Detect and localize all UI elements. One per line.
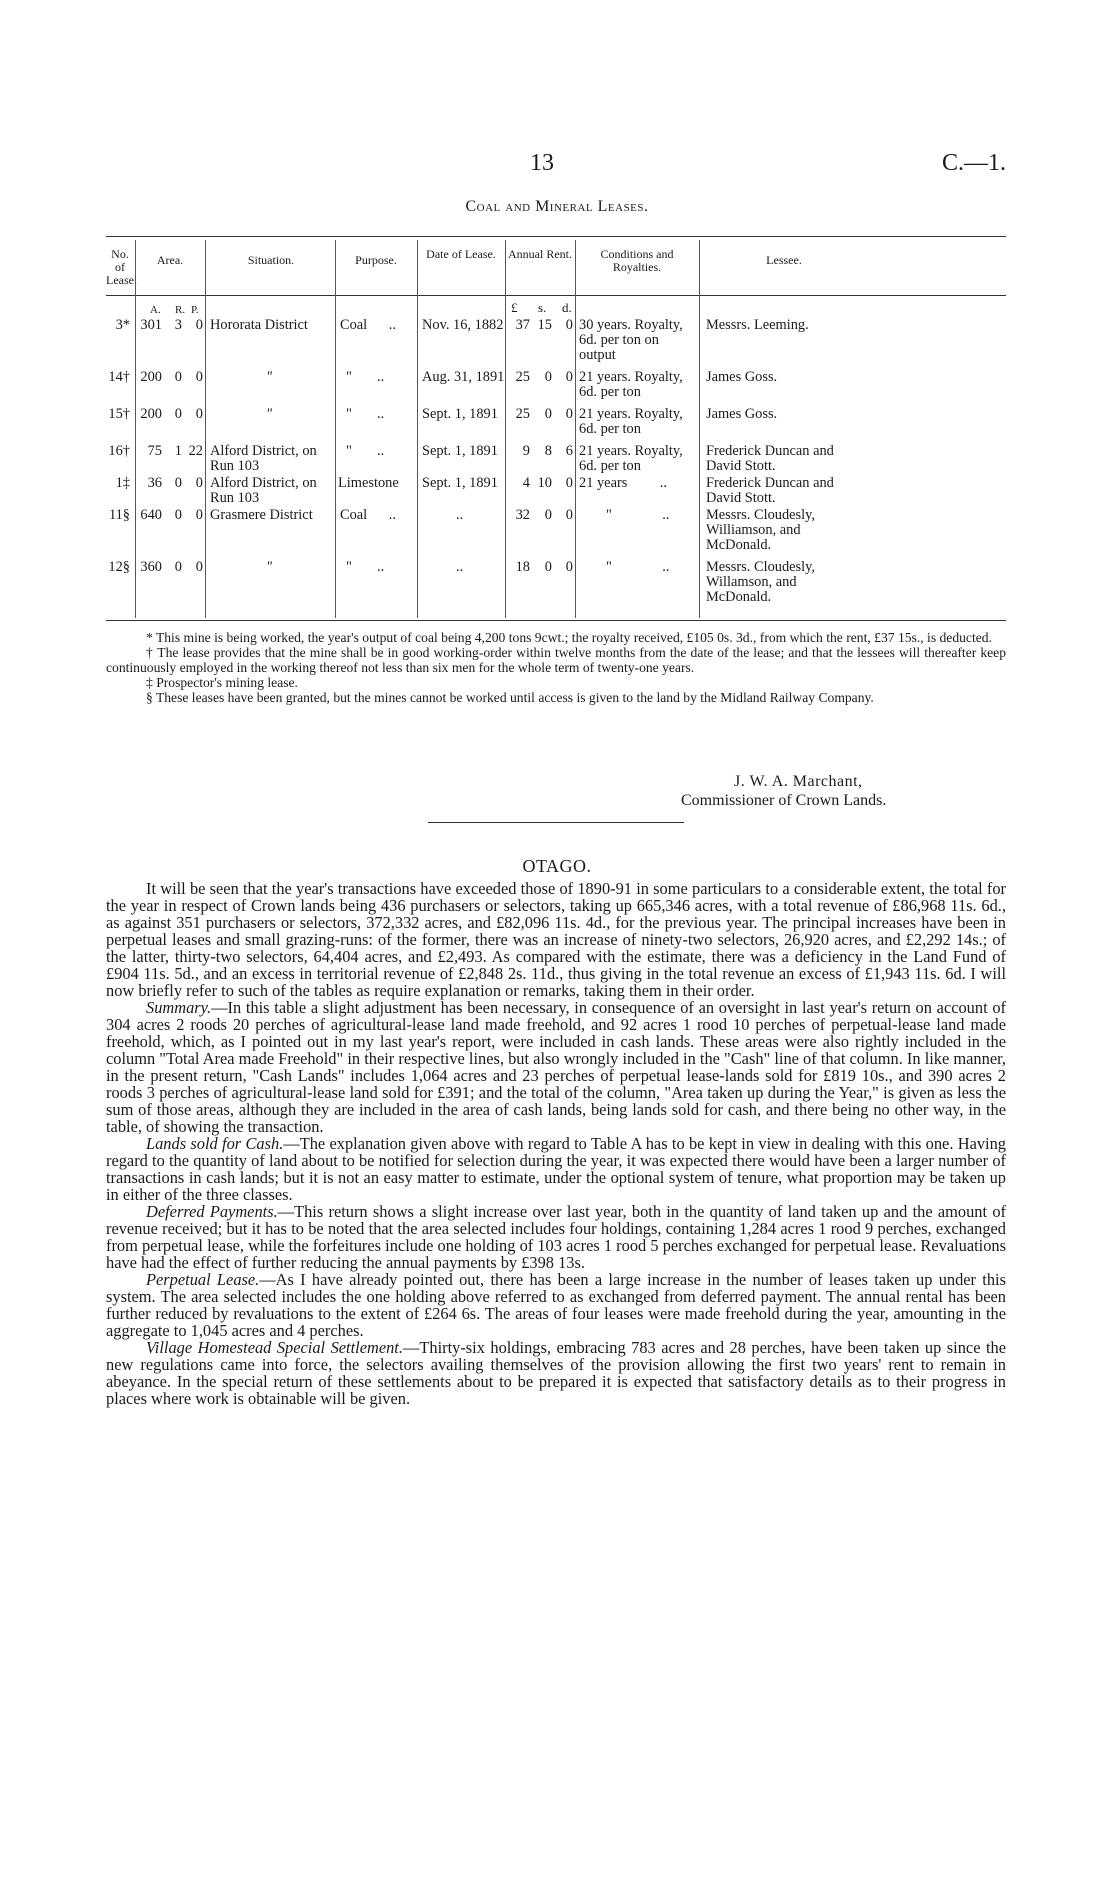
cell-conditions: " ..: [606, 507, 670, 523]
table-bottom-rule: [106, 620, 1006, 621]
cell-situation: Hororata District: [210, 317, 308, 333]
col-header-lessee: Lessee.: [766, 253, 802, 267]
cell-situation: Grasmere District: [210, 507, 313, 523]
footnote: ‡ Prospector's mining lease.: [146, 675, 298, 690]
cell-rent-pence: 0: [565, 317, 573, 333]
cell-situation: ": [266, 559, 273, 575]
col-divider: [699, 240, 700, 618]
cell-rent-pounds: 18: [515, 559, 530, 575]
area-unit-acres: A.: [150, 304, 161, 316]
paragraph-text: It will be seen that the year's transactions have exceeded those of 1890-91 in some particulars to a considerable extent, the total for the year in respect of Crown lands being 436 purchasers or selectors, taking up 665,346 acres, with a total revenue of £86,968 11s. 6d., as against 351 purchasers or selectors, 372,332 acres, and £82,096 11s. 4d., for the previous year. The principal increases have been in perpetual leases and small grazing-runs: of the former, there was an increase of ninety-two selectors, 26,920 acres, and £2,292 14s.; of the latter, thirty-two selectors, 64,404 acres, and £2,493. As compared with the estimate, there was a deficiency in the Land Fund of £904 11s. 5d., and an excess in territorial revenue of £2,848 2s. 11d., thus giving in the total revenue an excess of £1,943 11s. 6d. I will now briefly refer to such of the tables as require explanation or remarks, taking them in their order.: [106, 879, 1006, 1000]
section-body: [106, 880, 1006, 1407]
table-title: Coal and Mineral Leases.: [465, 198, 649, 215]
section-title: OTAGO.: [522, 856, 592, 876]
col-divider: [205, 240, 206, 618]
cell-purpose: " ..: [346, 369, 385, 385]
cell-situation: Alford District, on Run 103: [210, 443, 317, 474]
paragraph: [106, 1135, 1006, 1203]
cell-rent-pence: 6: [565, 443, 573, 459]
footnote: * This mine is being worked, the year's output of coal being 4,200 tons 9cwt.; the royalty received, £105 0s. 3d., from which the rent, £37 15s., is deducted.: [146, 630, 992, 645]
cell-area-perches: 22: [188, 443, 203, 459]
col-divider: [335, 240, 336, 618]
cell-rent-shillings: 0: [544, 369, 552, 385]
col-divider: [417, 240, 418, 618]
rent-unit-pounds: £: [511, 300, 518, 315]
footnote: † The lease provides that the mine shall be in good working-order within twelve months from the date of the lease; and that the lessees will thereafter keep continuously employed in the working thereof not less than six men for the whole term of twenty-one years.: [106, 645, 1006, 675]
cell-area-roods: 0: [174, 406, 182, 422]
cell-lessee: Frederick Duncan and David Stott.: [706, 443, 834, 474]
cell-rent-shillings: 0: [544, 507, 552, 523]
cell-conditions: 30 years. Royalty, 6d. per ton on output: [579, 317, 683, 363]
col-divider: [575, 240, 576, 618]
col-header-purpose: Purpose.: [355, 253, 397, 267]
cell-situation: ": [266, 406, 273, 422]
cell-lease-no: 12§: [108, 559, 130, 575]
paragraph-text: —In this table a slight adjustment has been necessary, in consequence of an oversight in last year's return on account of 304 acres 2 roods 20 perches of agricultural-lease land made freehold, and 92 acres 1 rood 10 perches of perpetual-lease land made freehold, which, as I pointed out in my last year's report, were included in cash lands. These areas were also rightly included in the column "Total Area made Freehold" in their respective lines, but also wrongly included in the "Cash" line of that column. In like manner, in the present return, "Cash Lands" includes 1,064 acres and 23 perches of perpetual lease-lands sold for £819 10s., and 390 acres 2 roods 3 perches of agricultural-lease land sold for £391; and the total of the column, "Area taken up during the Year," is given as less the sum of those areas, although they are included in the area of cash lands, being lands sold for cash, and there being no other way, in the table, of showing the transaction.: [106, 998, 1006, 1136]
section-separator: [428, 822, 684, 823]
cell-area-acres: 200: [140, 406, 162, 422]
paragraph-text: —This return shows a slight increase over last year, both in the quantity of land taken up and the amount of revenue received; but it has to be noted that the area selected includes four holdings, containing 1,284 acres 1 rood 9 perches, exchanged from perpetual lease, while the forfeitures include one holding of 103 acres 1 rood 5 perches exchanged for perpetual lease. Revaluations have had the effect of further reducing the annual payments by £398 13s.: [106, 1202, 1006, 1272]
signature-name: J. W. A. Marchant,: [734, 773, 863, 790]
cell-date: ..: [456, 559, 464, 575]
cell-date: Sept. 1, 1891: [422, 443, 498, 459]
cell-rent-pence: 0: [565, 406, 573, 422]
paragraph-lead: Summary.: [146, 998, 212, 1017]
table-footnotes: [106, 630, 1006, 705]
cell-lessee: James Goss.: [706, 406, 778, 422]
cell-situation: Alford District, on Run 103: [210, 475, 317, 506]
cell-area-perches: 0: [195, 559, 203, 575]
cell-rent-pounds: 25: [515, 406, 530, 422]
table-header-rule: [106, 295, 1006, 296]
cell-area-roods: 3: [174, 317, 182, 333]
cell-lease-no: 15†: [108, 406, 130, 422]
paragraph-text: —As I have already pointed out, there has been a large increase in the number of leases taken up under this system. The area selected includes the one holding above referred to as exchanged from deferred payment. The annual rental has been further reduced by revaluations to the extent of £264 6s. The areas of four leases were made freehold during the year, amounting in the aggregate to 1,045 acres and 4 perches.: [106, 1270, 1006, 1340]
cell-conditions: 21 years. Royalty, 6d. per ton: [579, 369, 683, 400]
cell-rent-shillings: 0: [544, 406, 552, 422]
col-header-conditions: Conditions and Royalties.: [600, 247, 674, 274]
cell-rent-pence: 0: [565, 475, 573, 491]
rent-unit-shillings: s.: [538, 300, 547, 315]
page-number: 13: [530, 150, 554, 176]
cell-purpose: Coal ..: [340, 507, 396, 523]
cell-conditions: 21 years. Royalty, 6d. per ton: [579, 406, 683, 437]
cell-rent-pounds: 4: [522, 475, 530, 491]
cell-area-roods: 1: [174, 443, 182, 459]
cell-rent-pence: 0: [565, 369, 573, 385]
cell-rent-pounds: 25: [515, 369, 530, 385]
cell-purpose: " ..: [346, 559, 385, 575]
cell-lessee: James Goss.: [706, 369, 778, 385]
paragraph: [106, 1339, 1006, 1407]
col-header-rent: Annual Rent.: [508, 247, 572, 261]
area-unit-perches: P.: [191, 304, 199, 316]
cell-date: ..: [456, 507, 464, 523]
cell-date: Aug. 31, 1891: [422, 369, 505, 385]
cell-area-perches: 0: [195, 317, 203, 333]
cell-lease-no: 1‡: [115, 475, 130, 491]
table-top-rule: [106, 236, 1006, 237]
cell-area-perches: 0: [195, 475, 203, 491]
cell-lessee: Messrs. Cloudesly, Williamson, and McDonald.: [706, 507, 815, 553]
col-header-area: Area.: [156, 253, 184, 267]
cell-lessee: Frederick Duncan and David Stott.: [706, 475, 834, 506]
cell-lessee: Messrs. Leeming.: [706, 317, 809, 333]
cell-rent-pounds: 9: [522, 443, 530, 459]
cell-situation: ": [266, 369, 273, 385]
signature-title: Commissioner of Crown Lands.: [681, 792, 887, 809]
area-unit-roods: R.: [175, 304, 186, 316]
cell-rent-shillings: 10: [537, 475, 552, 491]
cell-lease-no: 3*: [115, 317, 130, 333]
cell-date: Nov. 16, 1882: [422, 317, 504, 333]
cell-conditions: 21 years ..: [579, 475, 667, 491]
cell-area-roods: 0: [174, 507, 182, 523]
cell-area-acres: 640: [140, 507, 162, 523]
paragraph-text: —Thirty-six holdings, embracing 783 acres and 28 perches, have been taken up since the new regulations came into force, the selectors availing themselves of the provision allowing the first two years' rent to remain in abeyance. In the special return of these settlements about to be prepared it is expected that satisfactory details as to their progress in places where work is obtainable will be given.: [106, 1338, 1006, 1408]
cell-area-roods: 0: [174, 559, 182, 575]
cell-rent-shillings: 8: [544, 443, 552, 459]
cell-rent-pounds: 37: [515, 317, 530, 333]
cell-rent-shillings: 15: [537, 317, 552, 333]
cell-purpose: Coal ..: [340, 317, 396, 333]
cell-conditions: " ..: [606, 559, 670, 575]
leases-table: [106, 236, 1006, 621]
cell-rent-pence: 0: [565, 559, 573, 575]
col-header-no: No. of Lease.: [106, 247, 137, 287]
col-header-date: Date of Lease.: [426, 247, 496, 261]
cell-date: Sept. 1, 1891: [422, 406, 498, 422]
cell-purpose: " ..: [346, 406, 385, 422]
paragraph-lead: Perpetual Lease.: [146, 1270, 260, 1289]
cell-lessee: Messrs. Cloudesly, Willamson, and McDonald.: [706, 559, 815, 605]
col-header-situation: Situation.: [247, 253, 295, 267]
cell-rent-shillings: 0: [544, 559, 552, 575]
rent-unit-pence: d.: [562, 300, 572, 315]
cell-lease-no: 16†: [108, 443, 130, 459]
paragraph: [106, 880, 1006, 999]
document-code: C.—1.: [942, 150, 1007, 176]
paragraph: [106, 1271, 1006, 1339]
cell-area-roods: 0: [174, 369, 182, 385]
cell-area-acres: 75: [147, 443, 162, 459]
cell-lease-no: 14†: [108, 369, 130, 385]
cell-date: Sept. 1, 1891: [422, 475, 498, 491]
cell-area-perches: 0: [195, 369, 203, 385]
cell-area-perches: 0: [195, 406, 203, 422]
paragraph-lead: Deferred Payments.: [146, 1202, 278, 1221]
cell-lease-no: 11§: [108, 507, 130, 523]
cell-area-roods: 0: [174, 475, 182, 491]
footnote: § These leases have been granted, but the mines cannot be worked until access is given to the land by the Midland Railway Company.: [146, 690, 874, 705]
paragraph-lead: Village Homestead Special Settlement.: [146, 1338, 403, 1357]
cell-purpose: " ..: [346, 443, 385, 459]
cell-area-perches: 0: [195, 507, 203, 523]
paragraph: [106, 1203, 1006, 1271]
cell-area-acres: 301: [140, 317, 162, 333]
cell-rent-pounds: 32: [515, 507, 530, 523]
cell-area-acres: 36: [147, 475, 162, 491]
cell-area-acres: 360: [140, 559, 162, 575]
cell-rent-pence: 0: [565, 507, 573, 523]
cell-purpose: Limestone: [338, 475, 399, 491]
paragraph-lead: Lands sold for Cash.: [146, 1134, 284, 1153]
paragraph: [106, 999, 1006, 1135]
paragraph-text: —The explanation given above with regard to Table A has to be kept in view in dealing with this one. Having regard to the quantity of land about to be notified for selection during the year, it was expected there would have been a larger number of transactions in cash lands; but it is not an easy matter to estimate, under the optional system of tenure, what proportion may be taken up in either of the three classes.: [106, 1134, 1006, 1204]
cell-area-acres: 200: [140, 369, 162, 385]
cell-conditions: 21 years. Royalty, 6d. per ton: [579, 443, 683, 474]
